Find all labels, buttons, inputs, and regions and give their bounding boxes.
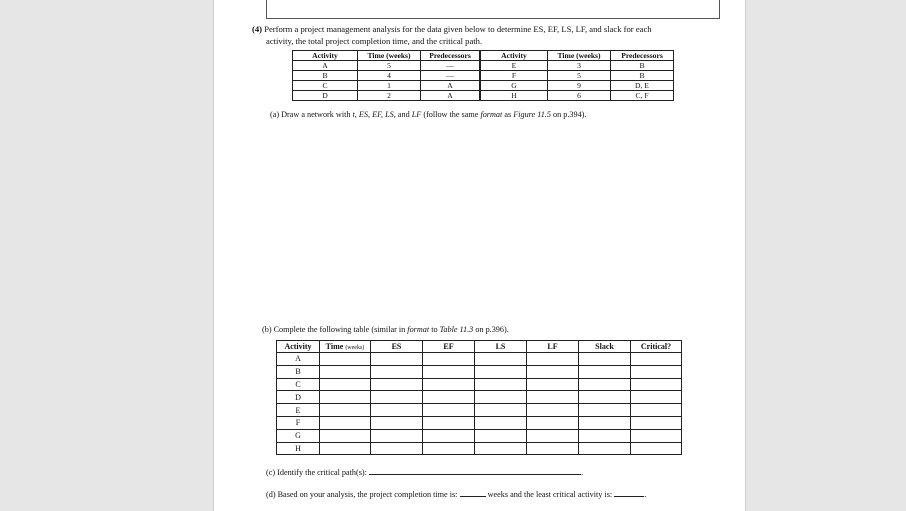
answer-table xyxy=(276,340,682,455)
answer-cell[interactable] xyxy=(579,365,631,378)
answer-cell[interactable] xyxy=(371,442,423,455)
header-slack: Slack xyxy=(579,341,631,353)
given-data-table xyxy=(292,50,674,101)
part-a-vars: t, ES, EF, LS, xyxy=(352,110,396,119)
answer-cell[interactable] xyxy=(320,365,371,378)
answer-cell[interactable] xyxy=(475,429,527,442)
header-es: ES xyxy=(371,341,423,353)
answer-cell[interactable] xyxy=(579,353,631,366)
cell: 6 xyxy=(548,91,611,101)
answer-cell[interactable] xyxy=(475,365,527,378)
given-table-row xyxy=(293,81,674,91)
question-line-2: activity, the total project completion time, and the critical path. xyxy=(266,35,483,46)
answer-cell[interactable] xyxy=(320,353,371,366)
answer-cell[interactable] xyxy=(423,416,475,429)
part-a-format: format xyxy=(480,110,503,119)
answer-cell[interactable] xyxy=(579,378,631,391)
activity-label: F xyxy=(277,416,320,429)
header-time-unit: (weeks) xyxy=(345,345,365,351)
cell: 3 xyxy=(548,61,611,71)
part-d-mid: weeks and the least critical activity is: xyxy=(485,490,613,499)
given-table-row xyxy=(293,61,674,71)
answer-cell[interactable] xyxy=(423,404,475,417)
answer-cell[interactable] xyxy=(631,404,682,417)
document-page xyxy=(213,0,746,511)
part-b-table-ref: Table 11.3 xyxy=(439,325,474,334)
answer-cell[interactable] xyxy=(527,353,579,366)
answer-table-header-row xyxy=(277,341,682,353)
cell: C, F xyxy=(611,91,674,101)
header-predecessors-1: Predecessors xyxy=(421,51,481,61)
answer-cell[interactable] xyxy=(527,391,579,404)
answer-cell[interactable] xyxy=(320,416,371,429)
activity-label: B xyxy=(277,365,320,378)
part-a-text: (follow the same xyxy=(421,110,481,119)
answer-cell[interactable] xyxy=(475,442,527,455)
cell: F xyxy=(480,71,548,81)
cell: B xyxy=(611,71,674,81)
part-c-end: . xyxy=(580,468,584,477)
critical-path-blank[interactable] xyxy=(369,466,584,477)
answer-cell[interactable] xyxy=(320,391,371,404)
previous-answer-box xyxy=(266,0,720,19)
answer-cell[interactable] xyxy=(371,391,423,404)
answer-table-row xyxy=(277,404,682,417)
completion-time-blank[interactable] xyxy=(460,488,486,497)
header-activity-2: Activity xyxy=(480,51,548,61)
answer-table-row xyxy=(277,391,682,404)
answer-table-row xyxy=(277,416,682,429)
part-a-text: (a) Draw a network with xyxy=(270,110,353,119)
part-a-text: as xyxy=(502,110,514,119)
part-b-format: format xyxy=(407,325,430,334)
cell: — xyxy=(421,71,481,81)
question-line-1: Perform a project management analysis for the data given below to determine ES, EF, LS, LF, and slack for each xyxy=(264,24,652,34)
header-time-2: Time (weeks) xyxy=(548,51,611,61)
cell: D xyxy=(293,91,358,101)
answer-cell[interactable] xyxy=(579,391,631,404)
cell: B xyxy=(293,71,358,81)
answer-cell[interactable] xyxy=(527,416,579,429)
question-4-prompt xyxy=(252,24,722,47)
answer-cell[interactable] xyxy=(579,442,631,455)
given-table-header-row xyxy=(293,51,674,61)
header-predecessors-2: Predecessors xyxy=(611,51,674,61)
answer-cell[interactable] xyxy=(423,429,475,442)
answer-cell[interactable] xyxy=(527,404,579,417)
answer-cell[interactable] xyxy=(579,404,631,417)
cell: — xyxy=(421,61,481,71)
part-d-prompt xyxy=(266,488,646,499)
part-a-instruction xyxy=(270,110,586,119)
cell: H xyxy=(480,91,548,101)
header-activity-1: Activity xyxy=(293,51,358,61)
answer-cell[interactable] xyxy=(475,353,527,366)
answer-cell[interactable] xyxy=(371,429,423,442)
answer-cell[interactable] xyxy=(423,391,475,404)
part-b-text: on p.396). xyxy=(473,325,509,334)
least-critical-blank[interactable] xyxy=(614,488,647,499)
header-time-label: Time xyxy=(325,342,344,351)
answer-table-row xyxy=(277,365,682,378)
answer-cell[interactable] xyxy=(371,378,423,391)
answer-cell[interactable] xyxy=(320,429,371,442)
answer-cell[interactable] xyxy=(320,378,371,391)
cell: A xyxy=(421,91,481,101)
answer-cell[interactable] xyxy=(371,353,423,366)
part-c-prompt xyxy=(266,466,583,477)
given-table-row xyxy=(293,71,674,81)
part-a-figure-ref: Figure 11.5 xyxy=(513,110,551,119)
answer-cell[interactable] xyxy=(527,429,579,442)
answer-cell[interactable] xyxy=(527,378,579,391)
activity-label: E xyxy=(277,404,320,417)
cell: 9 xyxy=(548,81,611,91)
answer-cell[interactable] xyxy=(579,416,631,429)
cell: 1 xyxy=(358,81,421,91)
header-time xyxy=(320,341,371,353)
answer-cell[interactable] xyxy=(631,365,682,378)
answer-cell[interactable] xyxy=(371,416,423,429)
cell: 5 xyxy=(548,71,611,81)
answer-cell[interactable] xyxy=(579,429,631,442)
answer-cell[interactable] xyxy=(371,404,423,417)
cell: D, E xyxy=(611,81,674,91)
cell: 4 xyxy=(358,71,421,81)
answer-cell[interactable] xyxy=(631,353,682,366)
activity-label: H xyxy=(277,442,320,455)
cell: A xyxy=(421,81,481,91)
activity-label: G xyxy=(277,429,320,442)
question-number: (4) xyxy=(252,24,263,34)
answer-cell[interactable] xyxy=(631,429,682,442)
activity-label: D xyxy=(277,391,320,404)
answer-cell[interactable] xyxy=(423,442,475,455)
answer-table-row xyxy=(277,353,682,366)
part-b-text: to xyxy=(429,325,440,334)
cell: E xyxy=(480,61,548,71)
part-a-text: on p.394). xyxy=(550,110,587,119)
answer-cell[interactable] xyxy=(320,404,371,417)
header-time-1: Time (weeks) xyxy=(358,51,421,61)
answer-cell[interactable] xyxy=(527,442,579,455)
cell: C xyxy=(293,81,358,91)
answer-table-row xyxy=(277,429,682,442)
header-ef: EF xyxy=(423,341,475,353)
part-d-end: . xyxy=(644,490,647,499)
part-a-text: and xyxy=(395,110,412,119)
part-c-label: (c) Identify the critical path(s): xyxy=(266,468,367,477)
part-d-label: (d) Based on your analysis, the project completion time is: xyxy=(266,490,458,499)
answer-cell[interactable] xyxy=(527,365,579,378)
answer-cell[interactable] xyxy=(423,365,475,378)
cell: 5 xyxy=(358,61,421,71)
answer-cell[interactable] xyxy=(631,442,682,455)
answer-cell[interactable] xyxy=(631,391,682,404)
answer-cell[interactable] xyxy=(423,353,475,366)
cell: G xyxy=(480,81,548,91)
part-b-instruction xyxy=(262,325,509,334)
cell: B xyxy=(611,61,674,71)
answer-cell[interactable] xyxy=(631,416,682,429)
cell: 2 xyxy=(358,91,421,101)
activity-label: A xyxy=(277,353,320,366)
given-table-row xyxy=(293,91,674,101)
part-a-lf: LF xyxy=(411,110,422,119)
activity-label: C xyxy=(277,378,320,391)
cell: A xyxy=(293,61,358,71)
part-b-text: (b) Complete the following table (similar in xyxy=(262,325,408,334)
header-activity: Activity xyxy=(277,341,320,353)
answer-cell[interactable] xyxy=(371,365,423,378)
answer-cell[interactable] xyxy=(423,378,475,391)
answer-cell[interactable] xyxy=(475,416,527,429)
header-ls: LS xyxy=(475,341,527,353)
header-critical: Critical? xyxy=(631,341,682,353)
answer-cell[interactable] xyxy=(631,378,682,391)
answer-cell[interactable] xyxy=(320,442,371,455)
answer-cell[interactable] xyxy=(475,391,527,404)
answer-table-row xyxy=(277,442,682,455)
header-lf: LF xyxy=(527,341,579,353)
answer-cell[interactable] xyxy=(475,404,527,417)
answer-table-row xyxy=(277,378,682,391)
answer-cell[interactable] xyxy=(475,378,527,391)
